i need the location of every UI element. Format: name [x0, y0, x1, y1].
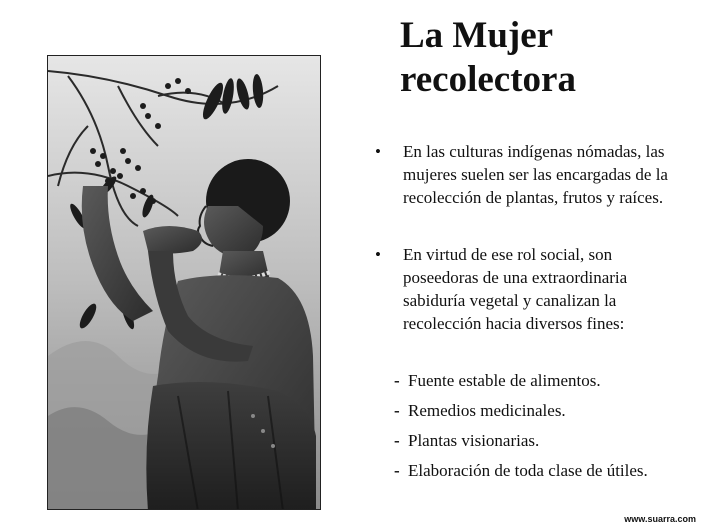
sub-item-text: Plantas visionarias. — [408, 431, 540, 450]
sub-item — [370, 459, 690, 482]
slide-title — [400, 14, 690, 102]
photo-illustration — [48, 56, 321, 510]
dash-marker: - — [394, 371, 400, 390]
bullet-text: En las culturas indígenas nómadas, las mujeres suelen ser las encargadas de la recolección de plantas, frutos y raíces. — [403, 142, 668, 207]
dash-marker: - — [394, 461, 400, 480]
bullet-list — [370, 140, 690, 335]
website-footer: www.suarra.com — [624, 514, 696, 524]
sub-item — [370, 369, 690, 392]
bullet-marker: • — [375, 142, 381, 161]
dash-marker: - — [394, 431, 400, 450]
sub-item-list — [370, 369, 690, 489]
title-line-2: recolectora — [400, 59, 576, 100]
sub-item-text: Fuente estable de alimentos. — [408, 371, 601, 390]
sub-item — [370, 399, 690, 422]
sub-item — [370, 429, 690, 452]
sub-item-text: Remedios medicinales. — [408, 401, 566, 420]
bullet-item — [370, 140, 690, 209]
title-line-1: La Mujer — [400, 15, 554, 56]
bullet-text: En virtud de ese rol social, son poseedoras de una extraordinaria sabiduría vegetal y canalizan la recolección hacia diversos fines: — [403, 245, 628, 333]
bullet-item — [370, 243, 690, 335]
woman-gathering-photo — [47, 55, 321, 510]
dash-marker: - — [394, 401, 400, 420]
bullet-marker: • — [375, 245, 381, 264]
sub-item-text: Elaboración de toda clase de útiles. — [408, 461, 648, 480]
